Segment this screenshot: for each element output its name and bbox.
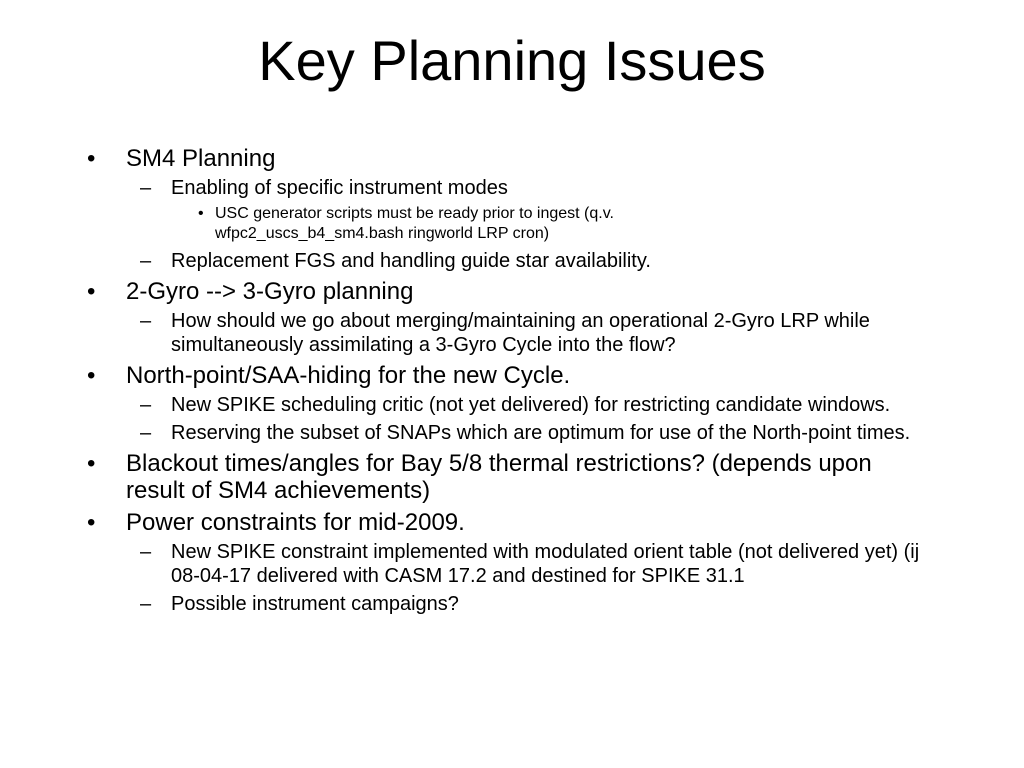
bullet-text: SM4 Planning (126, 145, 276, 172)
dash-marker: – (140, 593, 152, 615)
bullet-text: Blackout times/angles for Bay 5/8 thermal restrictions? (depends upon result of SM4 achievements) (126, 450, 872, 504)
bullet-text: Power constraints for mid-2009. (126, 509, 465, 536)
sub-bullet-item (0, 421, 931, 445)
slide-title: Key Planning Issues (258, 29, 766, 92)
dash-marker: – (140, 177, 152, 199)
bullet-marker: • (87, 450, 96, 477)
sub-bullet-text: How should we go about merging/maintaining an operational 2-Gyro LRP while simultaneously assimilating a 3-Gyro Cycle into the flow? (171, 310, 870, 356)
bullet-marker: • (198, 205, 204, 222)
bullet-marker: • (87, 145, 96, 172)
dash-marker: – (140, 310, 152, 332)
sub-bullet-text: New SPIKE constraint implemented with modulated orient table (not delivered yet) (ij 08-04-17 delivered with CASM 17.2 and destined for SPIKE 31.1 (171, 541, 920, 587)
bullet-item-sm4-planning (0, 145, 936, 172)
bullet-text: 2-Gyro --> 3-Gyro planning (126, 278, 414, 305)
bullet-marker: • (87, 278, 96, 305)
sub-bullet-text: Possible instrument campaigns? (171, 593, 459, 615)
bullet-item-blackout-times (0, 450, 936, 504)
bullet-text: North-point/SAA-hiding for the new Cycle. (126, 362, 571, 389)
dash-marker: – (140, 541, 152, 563)
bullet-item-power-constraints (0, 509, 936, 536)
sub-bullet-item (0, 540, 931, 588)
bullet-list (0, 140, 1024, 620)
dash-marker: – (140, 250, 152, 272)
bullet-marker: • (87, 362, 96, 389)
sub-bullet-text: Enabling of specific instrument modes (171, 177, 508, 199)
sub-bullet-item (0, 393, 931, 417)
dash-marker: – (140, 394, 152, 416)
bullet-item-north-point (0, 362, 936, 389)
sub-sub-bullet-text: USC generator scripts must be ready prior to ingest (q.v. wfpc2_uscs_b4_sm4.bash ringworld LRP cron) (215, 205, 614, 242)
sub-bullet-item (0, 176, 931, 200)
bullet-item-gyro-planning (0, 278, 936, 305)
sub-sub-bullet-item (0, 204, 735, 244)
sub-bullet-text: New SPIKE scheduling critic (not yet delivered) for restricting candidate windows. (171, 394, 891, 416)
sub-bullet-item (0, 249, 931, 273)
sub-bullet-item (0, 592, 931, 616)
sub-bullet-text: Reserving the subset of SNAPs which are optimum for use of the North-point times. (171, 422, 911, 444)
sub-bullet-text: Replacement FGS and handling guide star availability. (171, 250, 651, 272)
bullet-marker: • (87, 509, 96, 536)
sub-bullet-item (0, 309, 931, 357)
dash-marker: – (140, 422, 152, 444)
